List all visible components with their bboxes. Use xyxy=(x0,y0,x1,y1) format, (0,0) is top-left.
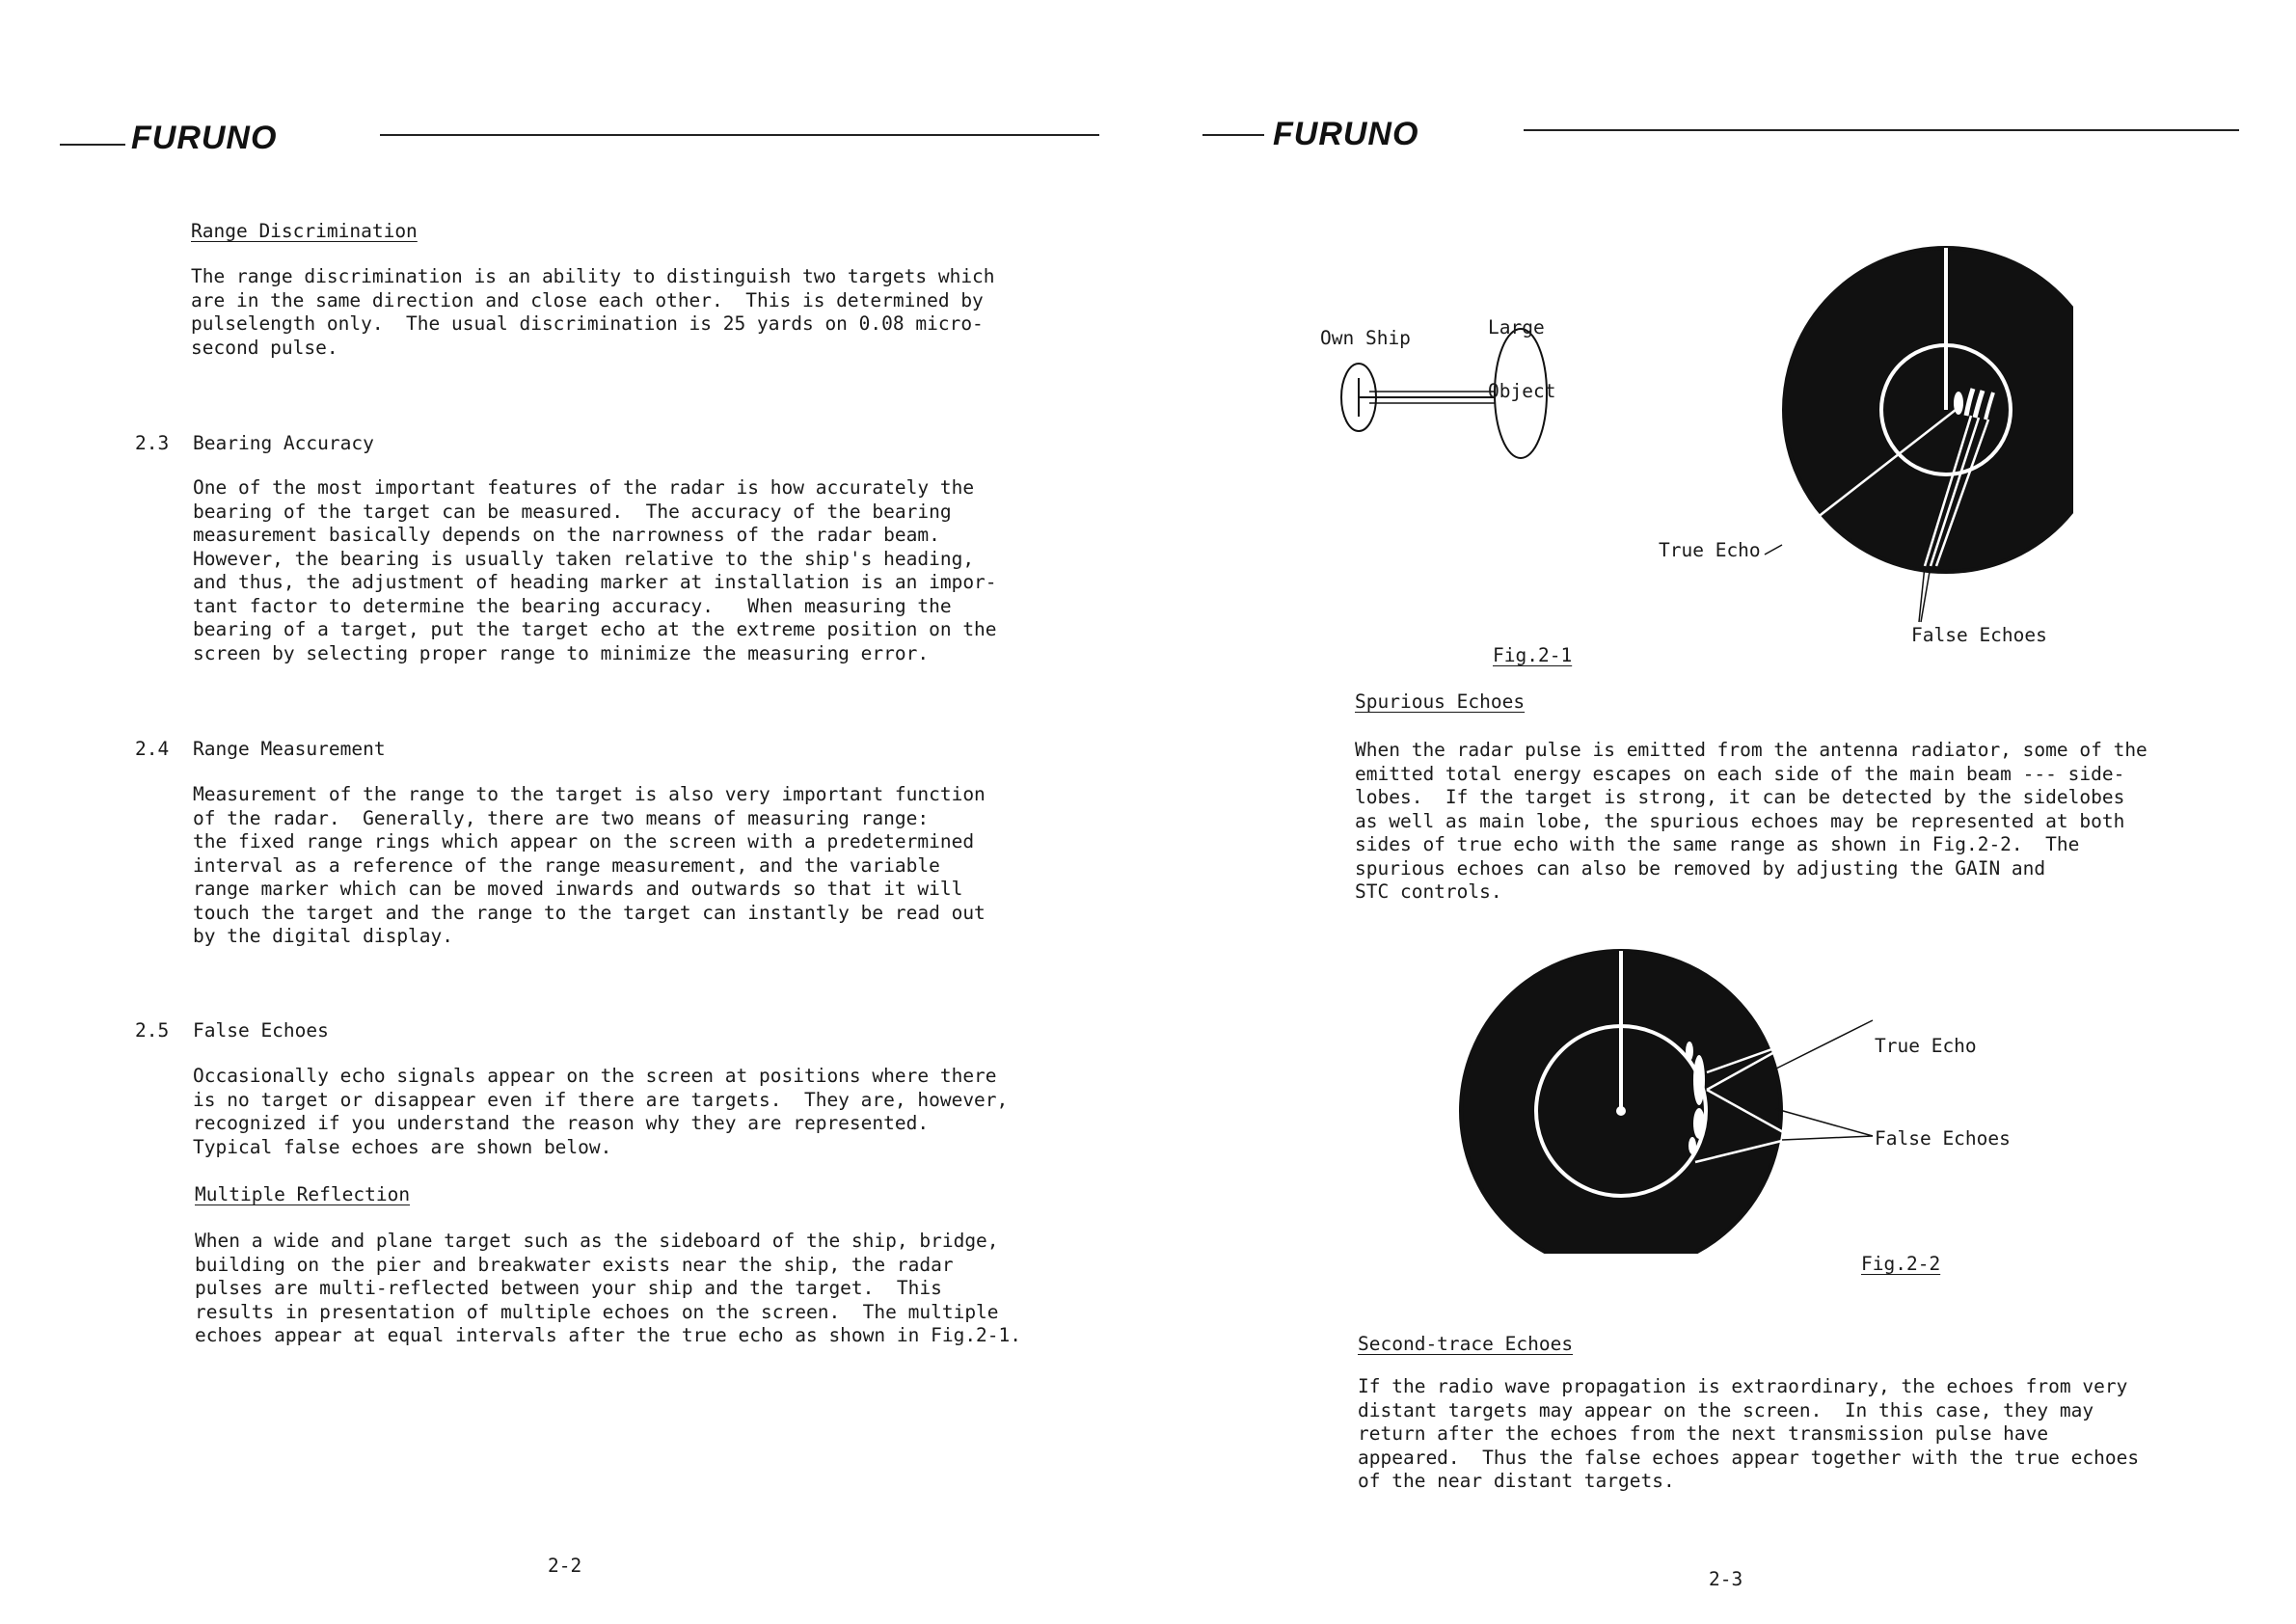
own-ship-label: Own Ship xyxy=(1320,327,1411,349)
range-measurement-body xyxy=(193,783,986,949)
text-line: If the radio wave propagation is extraordinary, the echoes from very xyxy=(1358,1375,2128,1397)
fig2-true-echo-label: True Echo xyxy=(1875,1035,1977,1057)
fig2-radar-scope xyxy=(1437,926,1900,1254)
text-line: echoes appear at equal intervals after the true echo as shown in Fig.2-1. xyxy=(195,1324,1022,1346)
range-measurement-heading: Range Measurement xyxy=(193,738,386,760)
large-object-label xyxy=(1488,275,1555,445)
text-line: Typical false echoes are shown below. xyxy=(193,1135,612,1158)
text-line: pulses are multi-reflected between your ship and the target. This xyxy=(195,1277,942,1299)
right-brand-logo: FURUNO xyxy=(1273,116,1419,152)
label-line: Object xyxy=(1488,380,1556,402)
text-line: tant factor to determine the bearing accuracy. When measuring the xyxy=(193,594,952,617)
text-line: interval as a reference of the range measurement, and the variable xyxy=(193,853,940,877)
page-number: 2-2 xyxy=(548,1555,582,1577)
text-line: distant targets may appear on the screen. In this case, they may xyxy=(1358,1398,2094,1421)
section-number: 2.4 xyxy=(135,738,170,760)
text-line: as well as main lobe, the spurious echoes may be represented at both xyxy=(1355,809,2125,832)
fig1-caption: Fig.2-1 xyxy=(1493,644,1573,666)
text-line: emitted total energy escapes on each side of the main beam --- side- xyxy=(1355,762,2125,785)
text-line: bearing of the target can be measured. The accuracy of the bearing xyxy=(193,500,952,523)
range-discrimination-heading: Range Discrimination xyxy=(191,220,418,242)
range-discrimination-body xyxy=(191,265,995,360)
text-line: screen by selecting proper range to minimize the measuring error. xyxy=(193,641,930,664)
true-echo-blip xyxy=(1693,1055,1705,1105)
bearing-accuracy-heading: Bearing Accuracy xyxy=(193,432,374,454)
text-line: STC controls. xyxy=(1355,880,1502,903)
bearing-accuracy-body xyxy=(193,476,997,665)
radar-screen xyxy=(1784,248,2073,572)
fig1-true-echo-label: True Echo xyxy=(1659,539,1761,561)
center-dot xyxy=(1616,1106,1626,1116)
text-line: return after the echoes from the next transmission pulse have xyxy=(1358,1422,2049,1445)
false-echo-blip xyxy=(1686,1042,1693,1061)
false-echo-blip xyxy=(1693,1108,1705,1139)
second-trace-body xyxy=(1358,1375,2139,1494)
right-header-rule-long xyxy=(1524,129,2239,131)
text-line: is no target or disappear even if there are targets. They are, however, xyxy=(193,1088,1009,1111)
text-line: When a wide and plane target such as the sideboard of the ship, bridge, xyxy=(195,1230,999,1252)
false-echoes-heading: False Echoes xyxy=(193,1019,329,1042)
false-echoes-body xyxy=(193,1065,1008,1159)
section-number: 2.5 xyxy=(135,1019,170,1042)
fig1-radar-scope xyxy=(1755,227,2073,632)
spurious-echoes-heading: Spurious Echoes xyxy=(1355,690,1526,713)
second-trace-heading: Second-trace Echoes xyxy=(1358,1333,1574,1355)
text-line: range marker which can be moved inwards and outwards so that it will xyxy=(193,878,963,900)
text-line: are in the same direction and close each other. This is determined by xyxy=(191,288,984,311)
text-line: second pulse. xyxy=(191,336,338,359)
left-header-rule-short xyxy=(60,144,125,146)
false-echo-leader xyxy=(1782,1136,1873,1140)
text-line: recognized if you understand the reason why they are represented. xyxy=(193,1112,930,1134)
text-line: building on the pier and breakwater exists near the ship, the radar xyxy=(195,1253,954,1276)
right-header-rule-short xyxy=(1202,134,1264,136)
text-line: of the radar. Generally, there are two means of measuring range: xyxy=(193,806,930,829)
text-line: of the near distant targets. xyxy=(1358,1470,1675,1492)
text-line: the fixed range rings which appear on the screen with a predetermined xyxy=(193,830,975,853)
false-echo-blip xyxy=(1688,1137,1696,1154)
spurious-echoes-body xyxy=(1355,739,2147,905)
text-line: However, the bearing is usually taken relative to the ship's heading, xyxy=(193,547,975,570)
text-line: When the radar pulse is emitted from the antenna radiator, some of the xyxy=(1355,739,2147,761)
text-line: by the digital display. xyxy=(193,925,454,947)
text-line: spurious echoes can also be removed by adjusting the GAIN and xyxy=(1355,856,2046,880)
text-line: sides of true echo with the same range as shown in Fig.2-2. The xyxy=(1355,833,2080,855)
left-brand-logo: FURUNO xyxy=(131,120,278,156)
text-line: touch the target and the range to the target can instantly be read out xyxy=(193,901,986,924)
multiple-reflection-heading: Multiple Reflection xyxy=(195,1183,411,1205)
fig2-caption: Fig.2-2 xyxy=(1861,1253,1941,1275)
text-line: Measurement of the range to the target is also very important function xyxy=(193,783,986,805)
text-line: One of the most important features of the radar is how accurately the xyxy=(193,476,975,499)
left-header-rule-long xyxy=(380,134,1099,136)
label-line: Large xyxy=(1488,316,1545,338)
false-echo-leader xyxy=(1776,1109,1873,1136)
multiple-reflection-body xyxy=(195,1230,1021,1348)
text-line: bearing of a target, put the target echo at the extreme position on the xyxy=(193,618,997,640)
text-line: measurement basically depends on the narrowness of the radar beam. xyxy=(193,524,940,546)
text-line: appeared. Thus the false echoes appear together with the true echoes xyxy=(1358,1446,2140,1469)
text-line: Occasionally echo signals appear on the screen at positions where there xyxy=(193,1065,997,1087)
page-number: 2-3 xyxy=(1709,1568,1743,1590)
fig2-false-echoes-label: False Echoes xyxy=(1875,1127,2011,1150)
fig1-false-echoes-label: False Echoes xyxy=(1911,624,2047,646)
section-number: 2.3 xyxy=(135,432,170,454)
text-line: pulselength only. The usual discrimination is 25 yards on 0.08 micro- xyxy=(191,312,984,335)
text-line: lobes. If the target is strong, it can be detected by the sidelobes xyxy=(1355,786,2125,808)
text-line: The range discrimination is an ability to distinguish two targets which xyxy=(191,265,995,287)
text-line: results in presentation of multiple echoes on the screen. The multiple xyxy=(195,1300,999,1323)
text-line: and thus, the adjustment of heading marker at installation is an impor- xyxy=(193,571,997,593)
